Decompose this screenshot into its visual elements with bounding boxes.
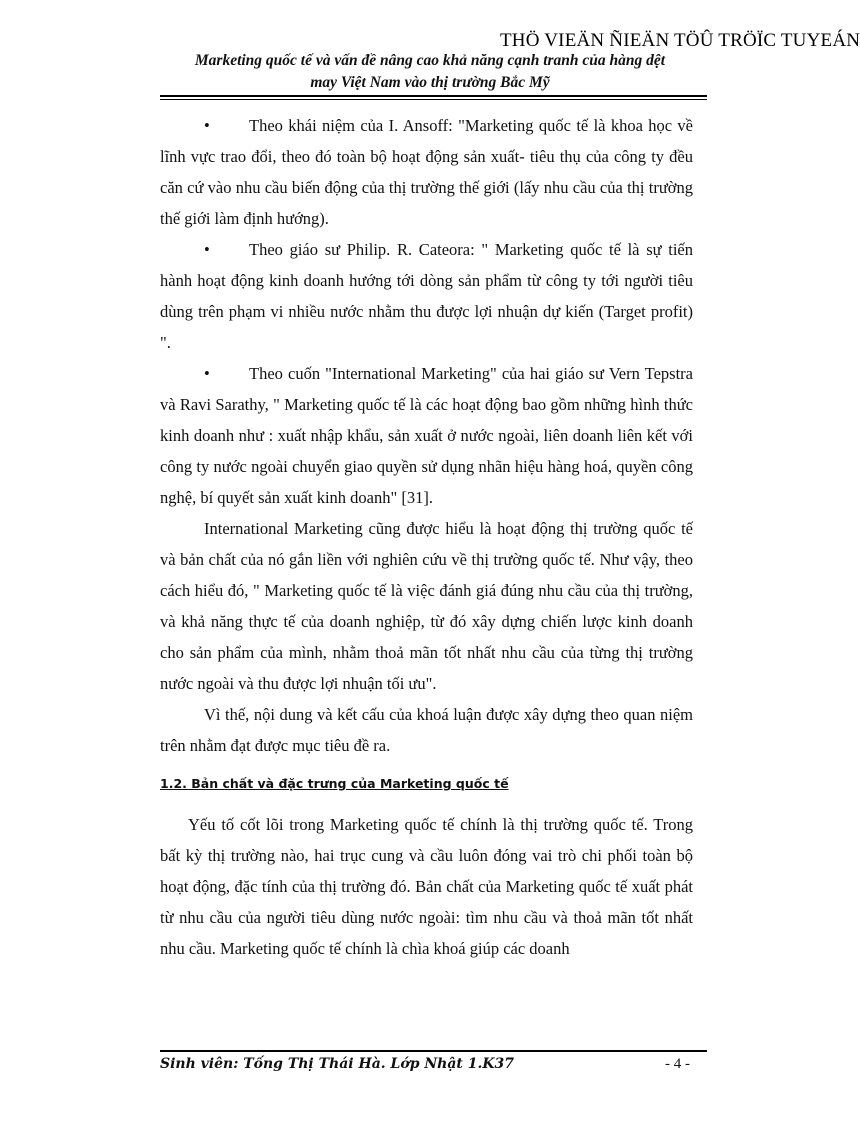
page-header (150, 50, 710, 94)
footer-student-info: Sinh viên: Tống Thị Thái Hà. Lớp Nhật 1.K37 (160, 1056, 515, 1072)
watermark-text: THÖ VIEÄN ÑIEÄN TÖÛ TRÖÏC TUYEÁN (500, 30, 860, 51)
page-number: - 4 - (665, 1056, 690, 1072)
header-rule-bottom (160, 99, 707, 100)
bullet-icon: • (204, 116, 210, 135)
document-body (160, 110, 693, 964)
header-title-line2: may Việt Nam vào thị trường Bắc Mỹ (310, 74, 550, 91)
header-rule-top (160, 95, 707, 97)
section-heading: 1.2. Bản chất và đặc trưng của Marketing quốc tế (160, 776, 509, 791)
paragraph-conclusion: Vì thế, nội dung và kết cấu của khoá luận được xây dựng theo quan niệm trên nhằm đạt được mục tiêu đề ra. (160, 705, 693, 755)
bullet-icon: • (204, 240, 210, 259)
bullet-paragraph-ansoff (160, 110, 693, 234)
bullet-text: Theo giáo sư Philip. R. Cateora: " Marketing quốc tế là sự tiến hành hoạt động kinh doanh hướng tới dòng sản phẩm từ công ty tới người tiêu dùng trên phạm vi nhiều nước nhằm thu được lợi nhuận dự kiến (Target profit) ". (160, 240, 693, 352)
header-title-line1: Marketing quốc tế và vấn đề nâng cao khả năng cạnh tranh của hàng dệt (194, 52, 666, 69)
bullet-text: Theo cuốn "International Marketing" của hai giáo sư Vern Tepstra và Ravi Sarathy, " Marketing quốc tế là các hoạt động bao gồm những hình thức kinh doanh như : xuất nhập khẩu, sản xuất ở nước ngoài, liên doanh liên kết với công ty nước ngoài chuyển giao quyền sử dụng nhãn hiệu hàng hoá, quyền công nghệ, bí quyết sản xuất kinh doanh" [31]. (160, 364, 693, 507)
paragraph-core-factor: Yếu tố cốt lõi trong Marketing quốc tế chính là thị trường quốc tế. Trong bất kỳ thị trường nào, hai trục cung và cầu luôn đóng vai trò chi phối toàn bộ hoạt động, đặc tính của thị trường đó. Bản chất của Marketing quốc tế xuất phát từ nhu cầu của người tiêu dùng nước ngoài: tìm nhu cầu và thoả mãn tốt nhất nhu cầu. Marketing quốc tế chính là chìa khoá giúp các doanh (160, 815, 693, 958)
paragraph-definition: International Marketing cũng được hiểu là hoạt động thị trường quốc tế và bản chất của nó gắn liền với nghiên cứu về thị trường quốc tế. Như vậy, theo cách hiểu đó, " Marketing quốc tế là việc đánh giá đúng nhu cầu của thị trường, và khả năng thực tế của doanh nghiệp, từ đó xây dựng chiến lược kinh doanh cho sản phẩm của mình, nhằm thoả mãn tốt nhất nhu cầu của từng thị trường nước ngoài và thu được lợi nhuận tối ưu". (160, 519, 693, 693)
bullet-icon: • (204, 364, 210, 383)
bullet-paragraph-international-marketing (160, 358, 693, 513)
bullet-paragraph-cateora (160, 234, 693, 358)
footer-rule (160, 1050, 707, 1052)
bullet-text: Theo khái niệm của I. Ansoff: "Marketing quốc tế là khoa học về lĩnh vực trao đổi, theo đó toàn bộ hoạt động sản xuất- tiêu thụ của công ty đều căn cứ vào nhu cầu biến động của thị trường thế giới (lấy nhu cầu của thị trường thế giới làm định hướng). (160, 116, 693, 228)
